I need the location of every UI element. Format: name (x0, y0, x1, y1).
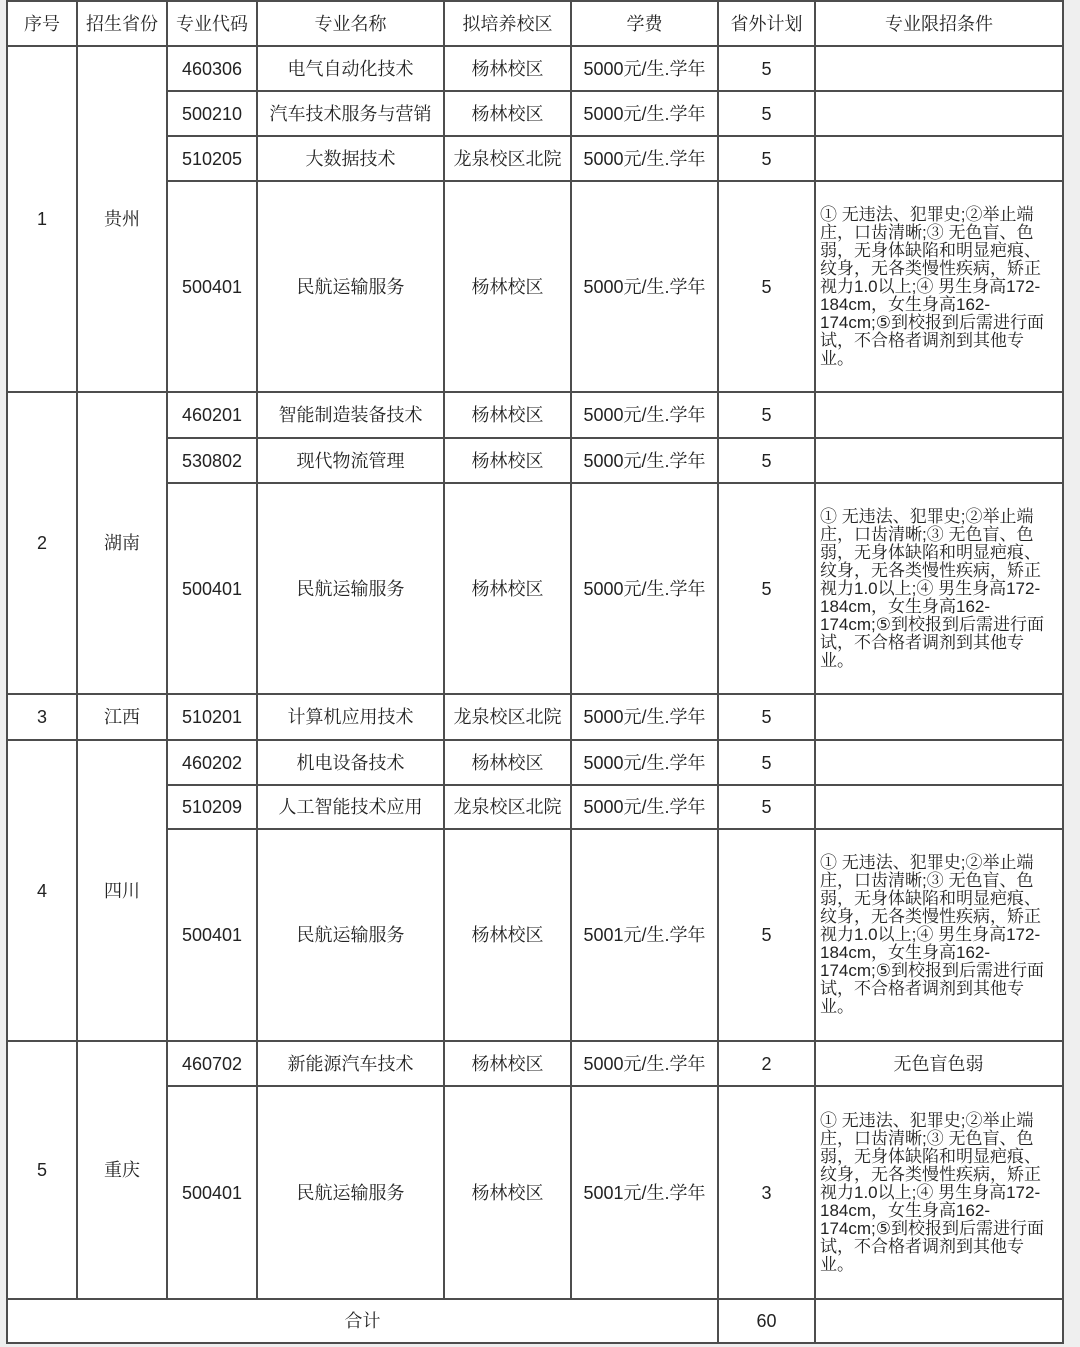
conditions-cell (815, 438, 1063, 483)
major-code-cell: 500401 (167, 181, 257, 392)
major-name-cell: 人工智能技术应用 (257, 785, 444, 829)
group-index-cell: 3 (7, 694, 77, 740)
major-name-cell: 汽车技术服务与营销 (257, 91, 444, 136)
major-name-cell: 民航运输服务 (257, 483, 444, 694)
conditions-cell (815, 91, 1063, 136)
campus-cell: 杨林校区 (444, 392, 571, 438)
tuition-cell: 5001元/生.学年 (571, 1086, 718, 1299)
major-code-cell: 500401 (167, 1086, 257, 1299)
tuition-cell: 5000元/生.学年 (571, 694, 718, 740)
table-row (7, 694, 1063, 740)
campus-cell: 龙泉校区北院 (444, 785, 571, 829)
group-index-cell: 1 (7, 46, 77, 392)
conditions-cell: ① 无违法、犯罪史;②举止端庄，口齿清晰;③ 无色盲、色弱，无身体缺陷和明显疤痕、纹身，无各类慢性疾病，矫正视力1.0以上;④ 男生身高172-184cm，女生身高162-174cm;⑤到校报到后需进行面试，不合格者调剂到其他专业。 (815, 483, 1063, 694)
conditions-cell: ① 无违法、犯罪史;②举止端庄，口齿清晰;③ 无色盲、色弱，无身体缺陷和明显疤痕、纹身，无各类慢性疾病，矫正视力1.0以上;④ 男生身高172-184cm，女生身高162-174cm;⑤到校报到后需进行面试，不合格者调剂到其他专业。 (815, 181, 1063, 392)
tuition-cell: 5000元/生.学年 (571, 392, 718, 438)
header-row (7, 1, 1063, 46)
province-cell: 四川 (77, 740, 167, 1041)
major-code-cell: 460702 (167, 1041, 257, 1086)
header-campus: 拟培养校区 (444, 1, 571, 46)
header-code: 专业代码 (167, 1, 257, 46)
major-code-cell: 460202 (167, 740, 257, 785)
campus-cell: 杨林校区 (444, 181, 571, 392)
plan-count-cell: 2 (718, 1041, 815, 1086)
tuition-cell: 5000元/生.学年 (571, 136, 718, 181)
campus-cell: 杨林校区 (444, 438, 571, 483)
conditions-cell (815, 785, 1063, 829)
major-code-cell: 500401 (167, 829, 257, 1041)
header-major: 专业名称 (257, 1, 444, 46)
plan-count-cell: 5 (718, 392, 815, 438)
tuition-cell: 5000元/生.学年 (571, 740, 718, 785)
conditions-cell: ① 无违法、犯罪史;②举止端庄，口齿清晰;③ 无色盲、色弱，无身体缺陷和明显疤痕、纹身，无各类慢性疾病，矫正视力1.0以上;④ 男生身高172-184cm，女生身高162-174cm;⑤到校报到后需进行面试，不合格者调剂到其他专业。 (815, 829, 1063, 1041)
plan-count-cell: 5 (718, 829, 815, 1041)
sheet (6, 0, 1062, 1344)
plan-count-cell: 3 (718, 1086, 815, 1299)
campus-cell: 杨林校区 (444, 829, 571, 1041)
major-name-cell: 新能源汽车技术 (257, 1041, 444, 1086)
major-code-cell: 460201 (167, 392, 257, 438)
plan-count-cell: 5 (718, 136, 815, 181)
major-name-cell: 现代物流管理 (257, 438, 444, 483)
tuition-cell: 5000元/生.学年 (571, 1041, 718, 1086)
major-name-cell: 民航运输服务 (257, 829, 444, 1041)
major-name-cell: 机电设备技术 (257, 740, 444, 785)
major-code-cell: 510209 (167, 785, 257, 829)
province-cell: 湖南 (77, 392, 167, 694)
plan-count-cell: 5 (718, 740, 815, 785)
total-conditions-cell (815, 1299, 1063, 1343)
group-index-cell: 5 (7, 1041, 77, 1299)
conditions-cell (815, 694, 1063, 740)
major-code-cell: 510205 (167, 136, 257, 181)
campus-cell: 杨林校区 (444, 1041, 571, 1086)
group-index-cell: 2 (7, 392, 77, 694)
table-row (7, 740, 1063, 785)
major-name-cell: 计算机应用技术 (257, 694, 444, 740)
conditions-cell (815, 136, 1063, 181)
tuition-cell: 5000元/生.学年 (571, 181, 718, 392)
major-name-cell: 电气自动化技术 (257, 46, 444, 91)
plan-count-cell: 5 (718, 785, 815, 829)
tuition-cell: 5000元/生.学年 (571, 91, 718, 136)
campus-cell: 龙泉校区北院 (444, 694, 571, 740)
admission-plan-table (6, 0, 1064, 1344)
major-name-cell: 民航运输服务 (257, 1086, 444, 1299)
major-name-cell: 大数据技术 (257, 136, 444, 181)
table-row (7, 46, 1063, 91)
province-cell: 江西 (77, 694, 167, 740)
major-name-cell: 民航运输服务 (257, 181, 444, 392)
total-plan-cell: 60 (718, 1299, 815, 1343)
major-code-cell: 500401 (167, 483, 257, 694)
campus-cell: 杨林校区 (444, 740, 571, 785)
major-code-cell: 460306 (167, 46, 257, 91)
province-cell: 贵州 (77, 46, 167, 392)
conditions-cell: 无色盲色弱 (815, 1041, 1063, 1086)
campus-cell: 杨林校区 (444, 46, 571, 91)
campus-cell: 杨林校区 (444, 91, 571, 136)
major-code-cell: 530802 (167, 438, 257, 483)
tuition-cell: 5001元/生.学年 (571, 829, 718, 1041)
tuition-cell: 5000元/生.学年 (571, 785, 718, 829)
major-code-cell: 510201 (167, 694, 257, 740)
header-conditions: 专业限招条件 (815, 1, 1063, 46)
major-name-cell: 智能制造装备技术 (257, 392, 444, 438)
header-tuition: 学费 (571, 1, 718, 46)
header-province: 招生省份 (77, 1, 167, 46)
conditions-cell (815, 740, 1063, 785)
conditions-cell (815, 392, 1063, 438)
total-label-cell: 合计 (7, 1299, 718, 1343)
campus-cell: 杨林校区 (444, 1086, 571, 1299)
tuition-cell: 5000元/生.学年 (571, 438, 718, 483)
header-index: 序号 (7, 1, 77, 46)
plan-count-cell: 5 (718, 438, 815, 483)
group-index-cell: 4 (7, 740, 77, 1041)
campus-cell: 杨林校区 (444, 483, 571, 694)
table-row (7, 392, 1063, 438)
plan-count-cell: 5 (718, 483, 815, 694)
province-cell: 重庆 (77, 1041, 167, 1299)
major-code-cell: 500210 (167, 91, 257, 136)
tuition-cell: 5000元/生.学年 (571, 46, 718, 91)
plan-count-cell: 5 (718, 694, 815, 740)
campus-cell: 龙泉校区北院 (444, 136, 571, 181)
conditions-cell (815, 46, 1063, 91)
plan-count-cell: 5 (718, 181, 815, 392)
total-row (7, 1299, 1063, 1343)
header-plan: 省外计划 (718, 1, 815, 46)
table-row (7, 1041, 1063, 1086)
plan-count-cell: 5 (718, 91, 815, 136)
tuition-cell: 5000元/生.学年 (571, 483, 718, 694)
plan-count-cell: 5 (718, 46, 815, 91)
conditions-cell: ① 无违法、犯罪史;②举止端庄，口齿清晰;③ 无色盲、色弱，无身体缺陷和明显疤痕、纹身，无各类慢性疾病，矫正视力1.0以上;④ 男生身高172-184cm，女生身高162-174cm;⑤到校报到后需进行面试，不合格者调剂到其他专业。 (815, 1086, 1063, 1299)
